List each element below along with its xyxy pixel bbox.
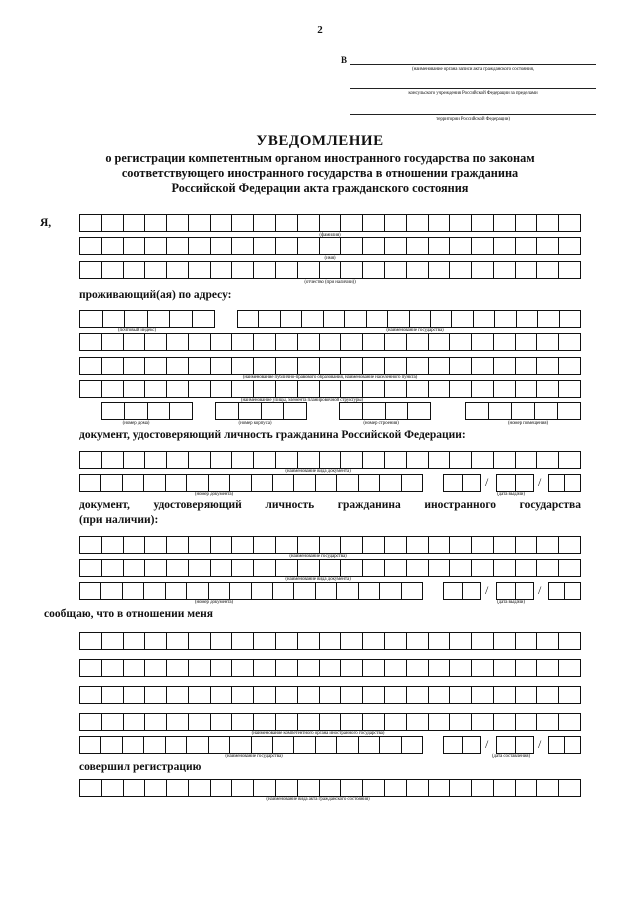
ru-date-year-cells[interactable] — [548, 474, 581, 492]
foreign-date-month-cells[interactable] — [496, 582, 534, 600]
settlement-caption: (наименование публично-правового образования, наименование населенного пункта) — [242, 375, 418, 380]
foreign-date-year-cells[interactable] — [548, 582, 581, 600]
foreign-document-number-cells[interactable] — [79, 582, 423, 600]
ru-document-number-caption: (номер документа) — [194, 492, 234, 497]
report-country-caption: (наименование государства) — [225, 754, 283, 759]
settlement-cells-2[interactable] — [79, 357, 581, 375]
building-caption: (номер корпуса) — [238, 421, 272, 426]
street-caption: (наименование улицы, элемента планировочной структуры) — [240, 398, 364, 403]
person-label: Я, — [40, 217, 52, 229]
house-caption: (номер дома) — [122, 421, 150, 426]
report-label: сообщаю, что в отношении меня — [44, 608, 214, 620]
settlement-cells-1[interactable] — [79, 333, 581, 351]
country-cells[interactable] — [237, 310, 581, 328]
foreign-document-label-line-2: (при наличии): — [79, 514, 159, 526]
foreign-country-cells[interactable] — [79, 536, 581, 554]
addressee-caption-3: территории Российской Федерации) — [436, 117, 510, 122]
name-cells[interactable] — [79, 237, 581, 255]
report-date-caption: (дата составления) — [491, 754, 531, 759]
street-cells[interactable] — [79, 380, 581, 398]
report-country-cells[interactable] — [79, 736, 423, 754]
structure-caption: (номер строения) — [363, 421, 399, 426]
addressee-line-2[interactable] — [350, 88, 596, 89]
ru-date-caption: (дата выдачи) — [497, 492, 525, 497]
address-label: проживающий(ая) по адресу: — [79, 289, 232, 301]
name-caption: (имя) — [324, 256, 336, 261]
surname-caption: (фамилия) — [319, 233, 341, 238]
report-date-month-cells[interactable] — [496, 736, 534, 754]
foreign-document-type-caption: (наименование вида документа) — [285, 577, 351, 582]
authority-caption: (наименование компетентного органа иностранного государства) — [251, 731, 385, 736]
ru-date-day-cells[interactable] — [443, 474, 481, 492]
registration-label: совершил регистрацию — [79, 761, 202, 773]
postcode-caption: (почтовый индекс) — [117, 328, 157, 333]
foreign-document-label-line-1: документ, удостоверяющий личность гражданина иностранного государства — [79, 499, 581, 511]
authority-cells-3[interactable] — [79, 686, 581, 704]
country-caption: (наименование государства) — [386, 328, 444, 333]
building-cells[interactable] — [215, 402, 307, 420]
ru-document-label: документ, удостоверяющий личность гражданина Российской Федерации: — [79, 429, 466, 441]
addressee-caption-1: (наименование органа записи акта гражданского состояния, — [412, 67, 534, 72]
patronymic-caption: (отчество (при наличии)) — [304, 280, 356, 285]
act-type-cells[interactable] — [79, 779, 581, 797]
form-subtitle-line-2: соответствующего иностранного государства в отношении гражданина — [121, 166, 519, 180]
ru-document-type-cells[interactable] — [79, 451, 581, 469]
room-caption: (номер помещения) — [507, 421, 549, 426]
form-subtitle-line-3: Российской Федерации акта гражданского состояния — [171, 181, 469, 195]
authority-cells-1[interactable] — [79, 632, 581, 650]
foreign-date-separator-2: / — [538, 583, 542, 597]
foreign-document-type-cells[interactable] — [79, 559, 581, 577]
patronymic-cells[interactable] — [79, 261, 581, 279]
report-date-separator-1: / — [485, 737, 489, 751]
postcode-cells[interactable] — [79, 310, 215, 328]
addressee-line-1[interactable] — [350, 64, 596, 65]
report-date-separator-2: / — [538, 737, 542, 751]
ru-date-month-cells[interactable] — [496, 474, 534, 492]
addressee-caption-2: консульского учреждения Российской Федерации за пределами — [408, 91, 538, 96]
structure-cells[interactable] — [339, 402, 431, 420]
addressee-line-3[interactable] — [350, 114, 596, 115]
foreign-country-caption: (наименование государства) — [289, 554, 347, 559]
surname-cells[interactable] — [79, 214, 581, 232]
ru-document-type-caption: (наименование вида документа) — [285, 469, 351, 474]
ru-date-separator-1: / — [485, 475, 489, 489]
page-number: 2 — [317, 24, 323, 36]
foreign-document-number-caption: (номер документа) — [194, 600, 234, 605]
room-cells[interactable] — [465, 402, 581, 420]
foreign-date-day-cells[interactable] — [443, 582, 481, 600]
foreign-date-caption: (дата выдачи) — [497, 600, 525, 605]
act-type-caption: (наименование вида акта гражданского состояния) — [266, 797, 370, 802]
form-subtitle-line-1: о регистрации компетентным органом иностранного государства по законам — [105, 151, 535, 165]
report-date-year-cells[interactable] — [548, 736, 581, 754]
authority-cells-4[interactable] — [79, 713, 581, 731]
form-title: УВЕДОМЛЕНИЕ — [256, 133, 384, 149]
report-date-day-cells[interactable] — [443, 736, 481, 754]
ru-date-separator-2: / — [538, 475, 542, 489]
house-cells[interactable] — [101, 402, 193, 420]
ru-document-number-cells[interactable] — [79, 474, 423, 492]
addressee-prefix: В — [341, 55, 348, 65]
authority-cells-2[interactable] — [79, 659, 581, 677]
foreign-date-separator-1: / — [485, 583, 489, 597]
